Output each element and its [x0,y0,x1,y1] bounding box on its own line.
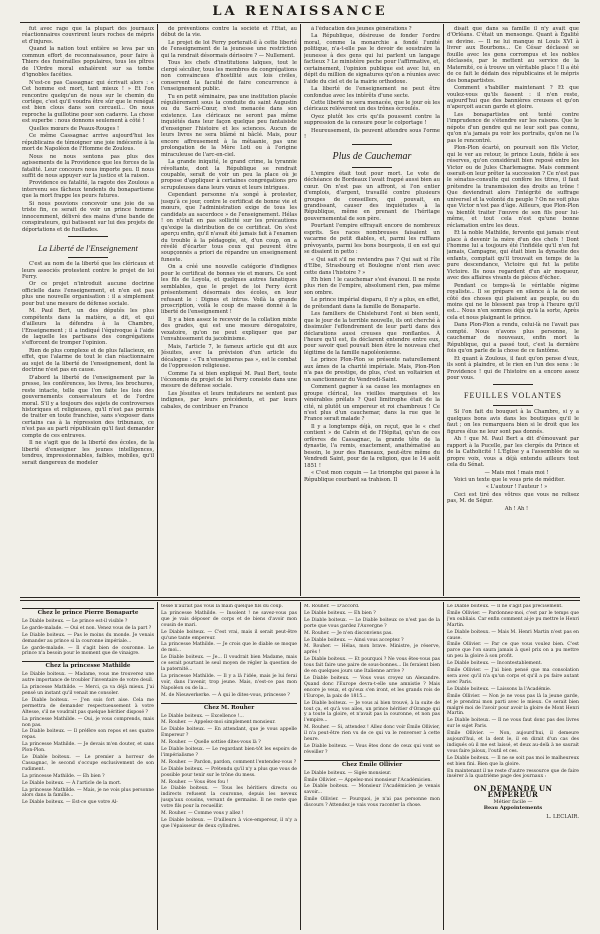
paragraph: Le prince Plon-Plon se présente naturellement aux âmes de la charité impériale. Mais, Plon-Plon n'a pas de prestige, de plus, c'est un voltairien et un sanctionneur du Vendredi-Saint. [304,357,440,383]
article-heading: FEUILLES VOLANTES [464,391,562,401]
dialogue-line: La princesse Mathilde. — Mais, je ne vois plus personne alors dans la famille... [22,787,154,799]
dialogue-line: La princesse Mathilde. — Insolent ! ne savez-vous pas que je vais déposer de corps et de biens d'avoir mon cousin de mari. [161,610,297,628]
paragraph: Quelles mœurs de Peaux-Rouges ! [29,125,120,132]
paragraph: Si l'on fait du bouquet à la Chambre, si y a quelques bons avis dans les boutiques qu'il le faut ; on les remarquera bien si le droit que les figures élus ne leur sont pas donnés. [447,409,579,435]
column-1 [22,26,154,594]
paragraph: Mais, l'article 7, le fameux article qui dit aux Jésuites, avec la prévision d'un article du décalogue : « Tu n'enseigneras pas », est le combat de l'oppression religieuse. [161,343,297,370]
paragraph: Cette liberté ne sera menacée, que le jour où les cléricaux reléveront un des trônes écroulés. [304,99,440,113]
paragraph: Et la noble Mathilde, fervente qui jamais n'eut place à devenir la mère d'un des chefs ! Dont l'homme lui a toujours été l'infidèle qu'il n'en fut jamais, Campagne, qui était bien la dynastie des enfants, comptait qu'il trouvait en temps de la pure descendance, Victoire qui fut la petite Victoire. Ils nous regardent d'un air moqueur, avec des affaires vivants de pièces d'échec. [447,230,579,282]
divider [493,405,533,406]
paragraph: La grande iniquité, le grand crime, la tyrannie révoltante, dont la République se rendrait coupable, serait de voir un peu la place où je propose d'appliquer à certaines congrégations pro scrupuleuses dans leurs vœux et leurs intrigues. [161,159,297,191]
ad-title: ON DEMANDE UN EMPEREUR [473,784,553,800]
divider [352,167,392,168]
dialogue-line: Le Diable boiteux. — Il ne s'agit pas précisément. [447,604,563,609]
paragraph: de préventions contre la société et l'État, au début de la vie. [161,26,297,39]
dialogue-line: Émile Ollivier. — Pourquoi, je n'ai pas personne mon discours ? Attendez je vais vous raconter la chose. [304,797,440,809]
dialogue-line: M. Rouher. — Appelez-moi simplement monsieur. [161,720,276,726]
dialogue-line: Le Diable boiteux. — J'en suis fort aise. Cela me permettra de demander respectueusement à votre Altesse, s'il ne voudrait pas quelque héritier disposé ? [22,697,154,715]
paragraph: Plon-Plon écarté, on poursuit son fils Victor, qui le ver au retour, le prince Louis, fidèle à ses réserves, qu'on considérait bien reposé entre les Victor ou de Jules Charlemagne. Mais comment oserait-on leur prêter la succession ? Ce n'est pas le sénatus-consulte qui confère les titres, il faut prétendre la transmission des droits au trône ! Que deviendrait alors l'intégrité de suffrage universel et la volonté du peuple ? On ne voit plus que Victor n'est pas d'âge. Ailleurs, que Plon-Plon va bientôt traiter l'œuvre de son fils pour lui-même, et tout cela n'est qu'une bonne réclamation entre les deux. [447,145,579,229]
paragraph: D'abord la liberté de l'enseignement par la presse, les conférences, les livres, les brochures, reste intacte, telle que l'on faite les lois des gouvernements conservateurs et de l'ordre moral. S'il y a toujours des sujets de controverses historiques et religieuses, qu'il n'est pas permis de traiter en toute franchise, sans s'exposer dans certains cas à la répression des tribunaux, ce n'est pas au parti républicain qu'il faut demander compte de ces entraves. [22,374,154,439]
paragraph: Ah ! Ah ! [504,505,529,512]
paragraph: « C'est mon coquin — Le triomphe qui passe à la République courbant sa trahison. Il [304,470,440,483]
paragraph: Comment s'habiller maintenant ? Et que voulez-vous qu'ils fassent : il n'en reste, aujourd'hui que des bannières creuses et qu'on n'aperçoit aucun garde et gloire. [447,85,579,111]
paragraph: Voici un texte que le vous prie de méditer. [454,477,565,483]
article-heading: Plus de Cauchemar [332,150,412,162]
ad-subtitle: Métier facile — [493,799,533,806]
dialogue-line: Le Diable boiteux. — Excellence !... [161,713,244,719]
paragraph: Eh bien ! le cauchemar s'est évanoui. Il ne reste plus rien de l'empire, absolument rien, pas même son ombre. [304,276,440,296]
dialogue-line: Le Diable boiteux. — Est-ce que votre Al- [22,800,118,806]
dialogue-line: M. Rouher. — Hélas, mon brave. Ministre, je réserve, après ! [304,644,440,656]
dialogue-line: Le Diable boiteux. — Je vous ai bien trouvé, à la suite de tout ça, et qu'à vos ailes, un prince héritier d'Orange qui y a toute la gloire, et n'avait pas la couronne, et non pas l'empire... [304,700,440,724]
dialogue-line: La princesse Mathilde. — Merci, ça va déjà mieux. J'ai pensé un instant qu'il venait me consoler. [22,685,154,696]
paragraph: Le prince impérial disparu, il n'y a plus, en effet, de prétendant dans la famille de Bonaparte. [304,297,440,310]
paragraph: Heureusement, ils peuvent attendre sous l'orme ! [304,127,440,141]
dialogue-line: Émile Ollivier. — Non, aujourd'hui, il demeure aujourd'hui, et la dent le, il en dirait d'un cas des indiqués où il me est laissé, et deux au-delà à ne saurait vous faire jaloux, l'outil et ces. [447,731,579,754]
paragraph: Il y a longtemps déjà, on reçut, que le « chef contient » de Calvin et de l'Hépital, qu'un de ces orfèvres de Cassagnac, la grande tête de la dynastie, l'a remis, exactement, anathématisé au besoin, le jour des Rameaux, peut-être même du Vendredi Saint, pour de la religion, que le 14 août 1851 ! [304,423,440,469]
column-divider [300,24,301,596]
paragraph: Rien de plus complexe et de plus fallacieux, en effet, que l'alarme de tout le clan réactionnaire au sujet de la liberté de l'enseignement, dont la doctrine n'est pas en cause. [22,347,154,374]
scene-heading: Chez la princesse Mathilde [22,661,154,670]
dialogue-column-4 [447,604,579,930]
dialogue-line: Le Diable boiteux. — Il préfère son repos et ses quatre repas. [22,729,154,741]
dialogue-line: Le Diable boiteux. — Ainsi vous acceptez ? [304,637,404,643]
paragraph: Ah ! que M. Paul Bert a dit d'émouvant par rapport à la Pucelle, par les clergés du Prince et de la Catholicité ! L'Église y a l'assemblée de sa propre voix, vous a déjà entendu ailleurs tout cela du Sénat. [447,436,579,469]
paragraph: — Mais moi ! mais moi ! [484,469,549,476]
closing-note: En maintenant il ne reste d'autre ressource que de faire insérer à la quatrième page des journaux : [447,768,579,780]
dialogue-line: Le Diable boiteux. — Vous vous croyez un Alexandre. Quand donc l'Europe devra-t-elle une amnistie ? Mais encore je veux, et qu'eux s'en iront, et les grands rois de l'Europe, la paix de 1815... [304,675,440,699]
paragraph: La liberté de l'enseignement ne peut être confondue avec les intérêts d'une secte. [304,86,440,99]
paragraph: Le projet de loi Ferry porterait-il à cette liberté de l'enseignement de la jeunesse une restriction qui la rendrait désormais dérisoire ? — Nullement. [161,39,297,59]
dialogue-line: Le Diable boiteux. — Il ne se soit pas moi le malheureux est bien fini. Bien que la gloire. [447,755,579,767]
scene-heading: Chez le prince Pierre Bonaparte [22,608,154,617]
dialogue-line: Émile Ollivier. — Non je ne vous pas là la jeune garde, et je prendrai mon parti avec le mieux. Ce serait bien malgré moi de l'avoir pour avoir la gloire de Mont Henri Martin. [447,693,579,717]
dialogue-line: Le Diable boiteux. — D'ailleurs à vice-empereur, il n'y a que l'épaisseur de deux cylindres. [161,818,297,829]
dialogue-line: M. Rouher. — Pardon, pardon, comment l'entendez-vous ? [161,759,297,765]
paragraph: Les Jésuites et leurs imitateurs ne sentent pas indignes, par leurs précédents, et par leurs cabales, de contribuer en France [161,390,297,410]
paragraph: Oyez plutôt les cris qu'ils poussent contre la suppression de la censure pour le colportage ! [304,113,440,127]
dialogue-line: La princesse Mathilde. — Je devais m'en douter, et sans Plon-Plon. [22,742,154,754]
signature: L. LECLAIR. [546,814,579,820]
scene-heading: Chez M. Rouher [161,703,297,712]
dialogue-line: Le Diable boiteux. — C'est vrai, mais il serait peut-être qu'une tante empereur. [161,629,297,641]
divider [68,236,108,237]
dialogue-line: Émile Ollivier. — Appelez-moi monsieur l'Académicien. [304,777,432,783]
dialogue-column-2 [161,604,297,930]
dialogue-line: Le Diable boiteux. — Il ne vous faut donc pas des livres sur le sujet Paris. [447,718,579,730]
dialogue-line: Le Diable boiteux. — À l'article de la mort. [22,780,122,786]
dialogue-line: Émile Ollivier. — Par ce que vous voulez bien. C'est parce que l'on saura jamais à quel prix on a pu mettre un peu la gloire à son profit. [447,642,579,660]
dialogue-line: Le Diable boiteux. — Laissons la l'Académie. [447,686,552,692]
paragraph: « Qui sait s'il ne reviendra pas ? Qui sait si l'île d'Elbe, Strasbourg et Boulogne n'ont rien avec cette dans l'histoire ? » [304,256,440,276]
column-3 [304,26,440,594]
dialogue-line: Le garde-malade. — Il s'agit bien de couronne. Le prince n'a besoin pour le moment que de vinaigre. [22,645,154,657]
dialogue-line: Le garde-malade. — Oui et non. Venez vous de la part ? [22,625,152,631]
paragraph: Il y a bien assez le recevoir de la collation mixte des grades, qui est une mesure dérogatoire, vexatoire, qu'on ne peut expliquer que par l'envahissement du jacobinisme. [161,316,297,343]
paragraph: Providence ou fatalité, la ragote des Zoulous a intervenu ses fâcheux tendents du bonapartisme que la mort frappe les peurs futures. [22,180,154,200]
dialogue-line: Le Diable boiteux. — Mais M. Henri Martin n'est pas en cause. [447,629,579,641]
dialogue-line: Le Diable boiteux. — Prétendu qu'il n'y a plus que vous de possible pour tenir sur le trône du mess. [161,766,297,778]
dialogue-line: Le Diable boiteux. — En attendant, que je vous appelle Empereur ? [161,727,297,739]
paragraph: Pendant ce temps-là le véritable régime royaliste... Il se prépare en silence à la de son côté des choses qui plaisent au peuple, ou du moins qui ne le blessent pas trop à l'heure qu'il est... Nous n'en sommes déjà qu'à la sorte, Après cela et nous plaignant le prince. [447,282,579,321]
section-rule [20,597,580,598]
dialogue-line: La princesse Mathilde. — Oui, je vous comprends, mais non pas. [22,716,154,728]
dialogue-line: Le Diable boiteux. — Et pourquoi ? Ne vous êtes-vous pas tous fait faire une paire de sous-bonnes... Ils feraient bien de en quelques jours une Italienne arrive ? [304,657,440,675]
paragraph: L'empire était tout pour mort. Le vote de déchéance de Bordeaux l'avait frappé aussi bien au cœur. On n'est pas un affront, si l'on entier d'emplois, d'argent, travaillé contre plusieurs groupes de conseillers, qui pouvait, en grandissant, causer des inquiétudes à la République, même en prenant de l'héritage gouvernemental de son père. [304,170,440,222]
dialogue-line: Le Diable boiteux. — Je... Il voudrait bien Madame, mais ce serait pourtant le seul moyen de régler la question de la paternité... [161,655,297,673]
dialogue-line: Le Diable boiteux. — Le prince est-il visible ? [22,618,128,624]
paragraph: La République, désireuse de fonder l'ordre moral, comme la monarchie a fondé l'unité politique, n'a-t-elle pas le devoir de soustraire la jeunesse à des gens qui lui parlent un langage factieux ? Le ministère peche pour l'affirmative, et, certainement, l'opinion publique est avec lui, en dépit du million de signatures qu'on a réunies avec l'aide du ciel et de la mairie orthodoxe. [304,33,440,85]
column-4 [447,26,579,594]
ad-subtitle: Beau Appointements [483,805,543,812]
paragraph: Cependant personne n'a songé à protester, jusqu'à ce jour, contre le certificat de bonne vie et mœurs, que l'administration exige de tous les candidats au sacerdoce » de l'enseignement. Hélas ! on n'était en pas sollicité sur les précautions qu'exige la distribution de ce certificat. On s'est aperçu enfin, qu'il n'avait été jamais fait à l'examen du trouble à la pédagogie, et, d'un coup, on a révélé d'écarter tous ceux qui peuvent être soupçonnés a priori de répandre un enseignement funeste. [161,192,297,263]
paragraph: Pourtant l'empire effrayait encore de nombreux esprits. Ses races nombreuses faisaient un vacarme de petit diables, et, parmi les ruffians prévoyants, parmi les bons bourgeois, il en est qui se disaient in petto : [304,223,440,256]
dialogue-line: La princesse Mathilde. — Je crois que le diable se moque de moi... [161,642,297,654]
dialogue-column-3 [304,604,440,930]
paragraph: Or ce projet n'introduit aucune doctrine officielle dans l'enseignement, et n'en est pas plus une nouvelle organisation : il a simplement pour but une mesure de défense sociale. [22,281,154,307]
paragraph: Comment gagner à sa cause les montagnes en groupe clérical, les vieilles marquises et les vénérables prélats ? Quel limitrophe était de la cité, ni plutôt un empereur et roi chambreux ! Ce n'est plus d'un cauchemar, dans la rue que le France serait malade ? [304,384,440,423]
paragraph: Tous les chefs d'institutions laïques, tout le clergé séculier, tous les membres de congrégations non convaincues d'hostilité aux lois civiles, conservent la faculté de faire concurrence à l'enseignement public. [161,60,297,93]
dialogue-line: Émile Ollivier. — Pardonnez-moi, c'est par le temps que j'en oubliais. Car enfin comment ai-je pu mettre le Henri Martin. [447,610,579,628]
column-2 [161,26,297,594]
paragraph: Comme l'a si bien expliqué M. Paul Bert, toute l'économie du projet de loi Ferry consiste dans une mesure de défense sociale. [161,370,297,390]
paragraph: C'est au nom de la liberté que les cléricaux et leurs associés protestent contre le projet de loi Ferry. [22,261,154,280]
dialogue-line: La princesse Mathilde. — Il y a là l'idée, mais je lui ferai voir, dans l'avenir, trop jeune. Mais, n'est-ce pas mon Napoléon ou de la... [161,673,297,691]
article-heading: La Liberté de l'Enseignement [38,243,138,254]
masthead-rule [20,22,580,23]
paragraph: Quand la nation tout entière se leva par un commun effort de reconnaissance, pour faire à Thiers des funérailles populaires, tous les pîtres de l'Ordre moral exhalèrent sur sa tombe d'ignobles facéties. [22,46,154,79]
scene-heading: Chez Émile Ollivier [304,760,440,769]
section-rule [20,600,580,601]
dialogue-line: M. Rouher. — Si, attendez ! Allez donc voir Émile Ollivier, il n'a peut-être rien vu de ce qui va le renverser à cette heure. [304,725,440,743]
paragraph: disait que dans sa famille il n'y avait que d'Orléans. C'était un mensonge. Quant à Égalité se devine. — Il ne lui manque ni Louis XVI à livrer aux Bourbons... Ce César déclassé se fouille avec les gens corrompus et les nobles déclassés, par le mettent au service de la Maternité, ce à trouve un véritable place ! Il a été de ce fait le dédain des républicains et le mépris des bonapartistes. [447,26,579,84]
paragraph: « L'autour ! l'auteur ! » [485,484,548,491]
paragraph: Et quant à Zoulous, il faut qu'on pense d'eux, ils sont à plaindre, et le rien en l'un des sens : le Providence ! qui de l'histoire en a encore assez pour vous. [447,355,579,382]
paragraph: Les familiers de Chislehurst l'ont si bien senti, que le jour de la terrible nouvelle, ils ont cherché à dissimuler l'effondrement de leur parti dans des déclarations aussi creuses que ronflantes. À l'heure qu'il est, ils déclarent entendre entre eux, pour savoir quel pouvait bien être le nouveau chef légitime de la famille napoléonienne. [304,311,440,356]
column-divider [157,24,158,596]
dialogue-line: Le Diable boiteux. — Monsieur l'Académicien je venais savoir... [304,784,440,796]
dialogue-line: Le Diable boiteux. — Sigée monsieur. [304,770,392,776]
dialogue-line: M. de Nieuwerkerke. — À qui le dites-vous, princesse ? [161,692,290,698]
paragraph: Ceci est tiré des vôtres que vous ne relisez pas, M. de Ségur. [447,491,579,505]
dialogue-line: M. Rouher. — Vous êtes fou ! [161,779,229,785]
dialogue-line: Le Diable boiteux. — Tous les héritiers directs ou indirects refusent la couronne, depuis les neveux jusqu'aux cousins, versant de germains. Il ne reste que votre fils pour la recueillir. [161,786,297,810]
dialogue-line: La princesse Mathilde. — Eh bien ? [22,773,105,779]
divider [352,144,392,145]
column-divider [443,24,444,596]
dialogue-line: Le Diable boiteux. — Le regardant bien-tôt les espoirs de l'impérialisme ? [161,747,297,758]
dialogue-line: Le Diable boiteux. — Le premier a horreur de Cassagnac, le second s'occupe exclusivement de son rudiment. [22,755,154,772]
dialogue-line: Le Diable boiteux. — Madame, vous me trouverez une autre importance de troubler l'inventaire de votre deuil. [22,672,154,684]
paragraph: On a créé une nouvelle catégorie d'indignes pour le certificat de bonnes vie et mœurs. Ce sont les fils de Loyola, et quelques autres fanatiques semblables, que le projet de loi Ferry écrit présentement désormais des écoles, en leur refusant le : Dignes et intrus. Voilà la grande proscription, voilà le coup de masse donné à la liberté de l'enseignement ! [161,264,297,316]
paragraph: à l'éducation des jeunes générations ? [311,26,412,32]
divider [68,257,108,258]
paragraph: Il ne s'agit que de la liberté des écoles, de la liberté d'enseigner les jeunes intelligences, tendres, impressionnables, faibles, mobiles, qu'il serait dangereux de modeler [22,440,154,466]
dialogue-line: tesse n'aurait pas vous la main quelque fils du coup. [161,604,283,609]
paragraph: Tu en petit séminaire, pas une institution placée régulièrement sous la conduite du saint Augustin ou du Sacré-Cœur, n'est menacée dans son existence. Les cléricaux ne seront pas même inquiétés dans leur façon quelque peu fantaisiste d'enseigner l'histoire et les sciences. Aucun de leurs livres ne sera blâmé ni bâclé. Mais, pour encore affreusement à la métaanie, pas une prolongation de la Mère Loti ou à l'origine miraculeuse de l'arc-en-ciel. [161,93,297,158]
dialogue-line: Émile Ollivier. — J'ai bien pensé que ma consolation sera avec qu'il n'a qu'un corps et qu'il a pu faire autant avec Paris. [447,668,579,685]
dialogue-line: Le Diable boiteux. — Incontestablement. [447,661,543,667]
column-divider [300,602,301,930]
paragraph: M. Paul Bert, un des députés les plus compétents dans la matière, a dit, et qui d'ailleurs la défendra à la Chambre, l'Enseignement ; il a indiqué l'équivoque à l'aide de laquelle les partisans des congrégations s'efforcent de tromper l'opinion. [22,308,154,347]
paragraph: Si nous pouvions concevoir une joie de sa triste fin, ce serait de voir un prince homme innocemment, délivré des mains d'une bande de conspirateurs, qui batissent sur lui des projets de déportations et de fusillades. [22,200,154,233]
column-divider [157,602,158,930]
dialogue-line: Le Diable boiteux. — Le Diable boiteux ce n'est pas de la porte que vous gardez l'Auvergne ? [304,617,440,629]
paragraph: Nous ne nous sentons pas plus des agissements de la Providence que les forces de la fatalité. Leur concours nous importe peu. Il nous suffit de nous appuyer sur la justice et la raison. [22,153,154,179]
dialogue-line: M. Rouher. — Quelle sottise dites-vous là ? [161,740,261,746]
dialogue-line: Le Diable boiteux. — Vous êtes donc de ceux qui vont se réveiller ? [304,743,440,755]
dialogue-line: M. Rouher. — Je n'en disconviens pas. [304,630,393,636]
dialogue-column-1 [22,604,154,930]
column-divider [443,602,444,930]
paragraph: Ce même Cassagnac arrive aujourd'hui les républicains de témoigner une joie indécente à la mort de Napoléon de l'Homme de Zoulous. [22,133,154,153]
paragraph: N'est-ce pas Cassagnac qui écrivait alors : « Cet homme est mort, tant mieux ! » Et l'on rencontre quelqu'un de nous sur le chemin du cortège, c'est qu'il voudra être sûr que le renégat est bien clous dans son cercueil... On nous reproche la guillotine pour son cadavre. La chose est superbe : nous donnons seulement à côté ! [22,79,154,125]
dialogue-line: M. Rouher. — Comme vous y allez ! [161,811,244,817]
dialogue-line: M. Rouher. — D'accord. [304,604,360,609]
divider [493,384,533,385]
dialogue-line: Le Diable boiteux. — Eh bien ? [304,610,376,616]
masthead-title: LA RENAISSANCE [212,4,388,19]
dialogue-line: Le Diable boiteux. — Pas le moins du monde. Je venais demander au prince si la couronne impériale... [22,632,154,644]
paragraph: Dans Plon-Plon a rendu, celui-là ne l'avait pas compté. Nous n'avons plus personne, le cauchemar de nouveaux, enfin mort la République, qui a passé tout, c'est la dernière fois qu'on parle de la chose de ce fantôme. [447,322,579,355]
paragraph: fut avec rage que la plupart des journaux réactionnaires couvrirent leurs roches de mépris et d'injures. [22,26,154,45]
paragraph: Les bonapartistes ont tenté contre l'imprudence de s'étendre sur les raisons. Que le népote d'un gendre qui ne leur soit pas connu, qu'on n'a jamais pu voir les portraits, qu'on ne l'a pas le rencontré. [447,111,579,144]
